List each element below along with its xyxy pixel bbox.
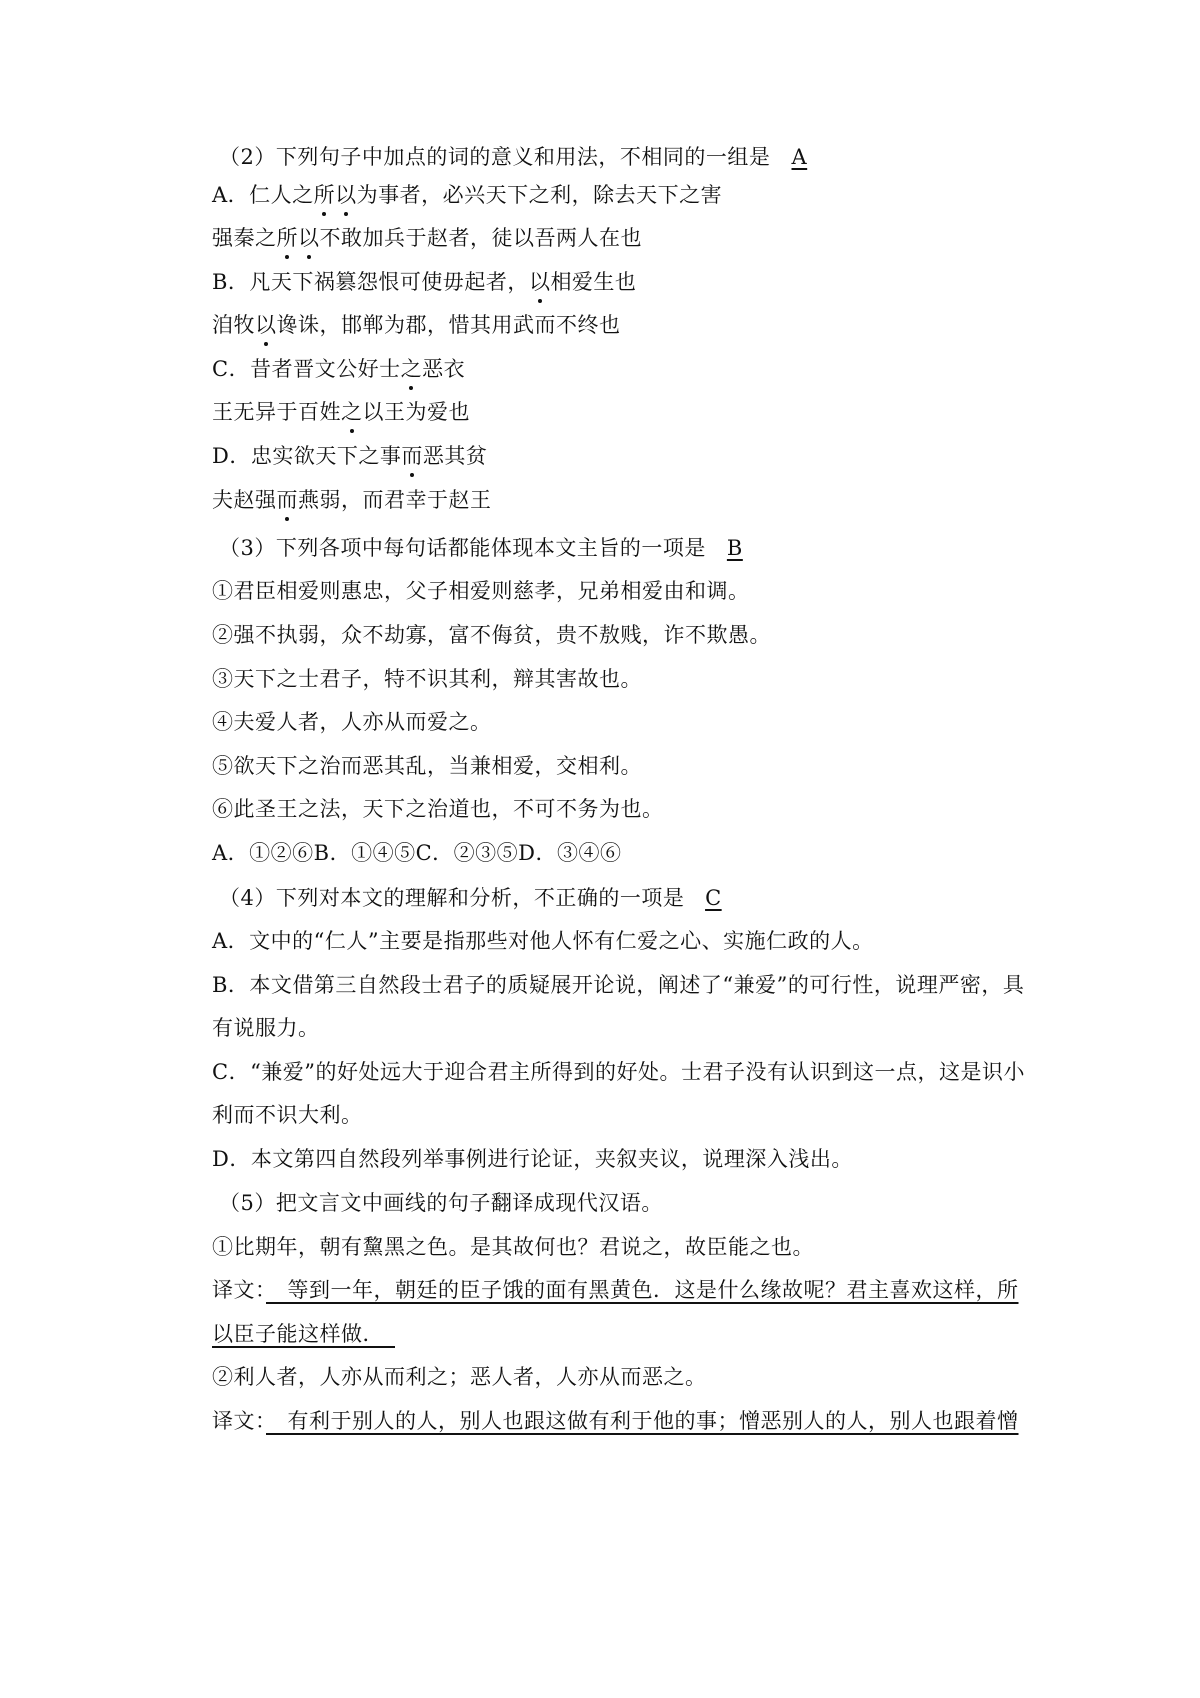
q3-item-6: ⑥此圣王之法，天下之治道也，不可不务为也。 xyxy=(212,797,664,821)
dotted-char: 所 xyxy=(277,223,299,253)
dotted-char: 以 xyxy=(335,180,357,210)
q2-option-a-line1: A．仁人之所以为事者，必兴天下之利，除去天下之害 xyxy=(212,180,1032,210)
q5-stem: （5）把文言文中画线的句子翻译成现代汉语。 xyxy=(219,1191,663,1215)
q4-option-a: A．文中的“仁人”主要是指那些对他人怀有仁爱之心、实施仁政的人。 xyxy=(212,929,874,953)
q2-option-a-line2: 强秦之所以不敢加兵于赵者，徒以吾两人在也 xyxy=(212,223,1032,253)
q3-answer: B xyxy=(726,536,743,560)
q5-sentence-2: ②利人者，人亦从而利之；恶人者，人亦从而恶之。 xyxy=(212,1365,707,1389)
dotted-char: 以 xyxy=(255,310,277,340)
q3-item-2: ②强不执弱，众不劫寡，富不侮贫，贵不敖贱，诈不欺愚。 xyxy=(212,623,771,647)
dotted-char: 以 xyxy=(529,267,551,297)
q5-sentence-1: ①比期年，朝有黧黑之色。是其故何也？君说之，故臣能之也。 xyxy=(212,1235,814,1259)
q3-item-3: ③天下之士君子，特不识其利，辩其害故也。 xyxy=(212,667,642,691)
q2-option-b-line1: B．凡天下祸篡怨恨可使毋起者，以相爱生也 xyxy=(212,267,1032,297)
q2-option-d-line1: D．忠实欲天下之事而恶其贫 xyxy=(212,441,1032,471)
q3-stem: （3）下列各项中每句话都能体现本文主旨的一项是 B xyxy=(219,533,1039,563)
dotted-char: 以 xyxy=(298,223,320,253)
q4-answer: C xyxy=(705,886,722,910)
dotted-char: 所 xyxy=(314,180,336,210)
q2-answer: A xyxy=(791,145,808,169)
q2-stem: （2）下列句子中加点的词的意义和用法，不相同的一组是 A xyxy=(219,142,1039,172)
q5-translation-1-line1: 译文： 等到一年，朝廷的臣子饿的面有黑黄色．这是什么缘故呢？君主喜欢这样，所 xyxy=(212,1278,1019,1302)
q3-item-4: ④夫爱人者，人亦从而爱之。 xyxy=(212,710,492,734)
q5-translation-1-line2: 以臣子能这样做． xyxy=(212,1322,395,1346)
q4-option-d: D．本文第四自然段列举事例进行论证，夹叙夹议，说理深入浅出。 xyxy=(212,1147,853,1171)
dotted-char: 而 xyxy=(277,485,299,515)
q3-item-5: ⑤欲天下之治而恶其乱，当兼相爱，交相利。 xyxy=(212,754,642,778)
q4-option-b-line2: 有说服力。 xyxy=(212,1016,320,1040)
q4-stem: （4）下列对本文的理解和分析，不正确的一项是 C xyxy=(219,883,1039,913)
q3-item-1: ①君臣相爱则惠忠，父子相爱则慈孝，兄弟相爱由和调。 xyxy=(212,579,750,603)
dotted-char: 之 xyxy=(401,354,423,384)
q2-option-b-line2: 洎牧以谗诛，邯郸为郡，惜其用武而不终也 xyxy=(212,310,1032,340)
dotted-char: 而 xyxy=(401,441,423,471)
dotted-char: 之 xyxy=(341,397,363,427)
q4-option-c-line1: C．“兼爱”的好处远大于迎合君主所得到的好处。士君子没有认识到这一点，这是识小 xyxy=(212,1060,1026,1084)
q4-option-c-line2: 利而不识大利。 xyxy=(212,1103,363,1127)
q3-options: A．①②⑥B．①④⑤C．②③⑤D．③④⑥ xyxy=(212,841,622,865)
q2-option-c-line2: 王无异于百姓之以王为爱也 xyxy=(212,397,1032,427)
q4-option-b-line1: B．本文借第三自然段士君子的质疑展开论说，阐述了“兼爱”的可行性，说理严密，具 xyxy=(212,973,1025,997)
q2-option-c-line1: C．昔者晋文公好士之恶衣 xyxy=(212,354,1032,384)
q2-option-d-line2: 夫赵强而燕弱，而君幸于赵王 xyxy=(212,485,1032,515)
q5-translation-2-line1: 译文： 有利于别人的人，别人也跟这做有利于他的事；憎恶别人的人，别人也跟着憎 xyxy=(212,1409,1019,1433)
